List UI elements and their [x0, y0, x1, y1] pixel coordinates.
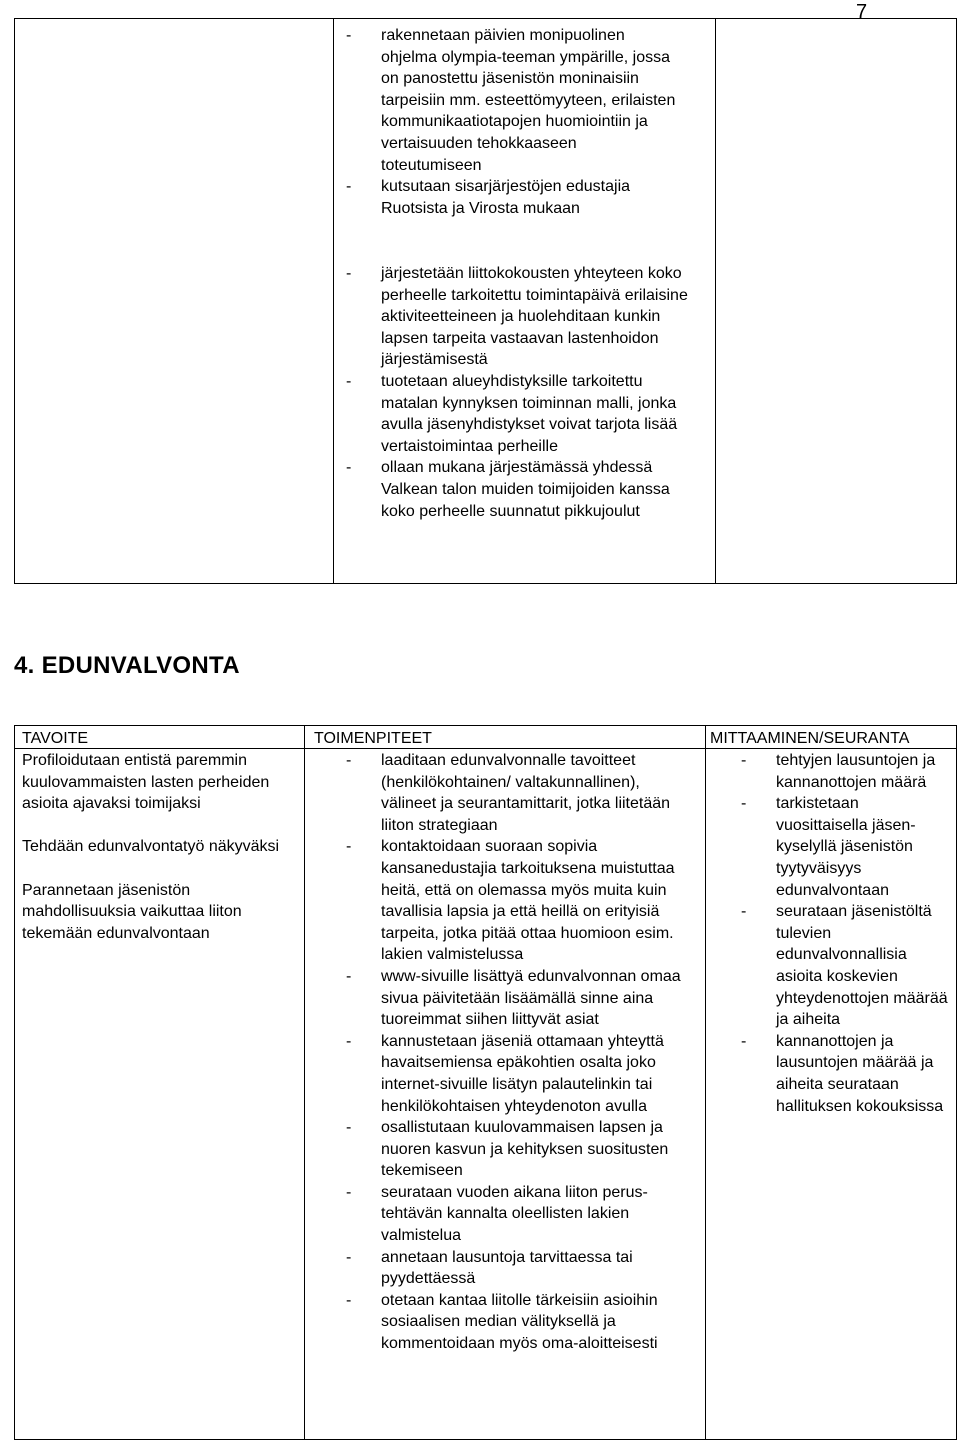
mittaaminen-list — [741, 750, 951, 1117]
advocacy-table — [14, 725, 957, 1440]
list-item: - laaditaan edunvalvonnalle tavoitteet (henkilökohtainen/ valtakunnallinen), välineet ja seurantamittarit, jotka liitetään liiton strategiaan — [346, 750, 696, 836]
column-divider — [705, 726, 706, 1439]
column-divider — [333, 19, 334, 583]
list-item: - ollaan mukana järjestämässä yhdessä Valkean talon muiden toimijoiden kanssa koko perheelle suunnatut pikkujoulut — [346, 457, 691, 522]
section-title: 4. EDUNVALVONTA — [14, 652, 240, 679]
column-divider — [304, 726, 305, 1439]
list-item: - otetaan kantaa liitolle tärkeisiin asioihin sosiaalisen median välityksellä ja kommentoidaan myös oma-aloitteisesti — [346, 1290, 696, 1355]
list-item: - osallistutaan kuulovammaisen lapsen ja nuoren kasvun ja kehityksen suositusten tekemiseen — [346, 1117, 696, 1182]
list-item: - rakennetaan päivien monipuolinen ohjelma olympia-teeman ympärille, jossa on panostettu jäsenistön moninaisiin tarpeisiin mm. esteettömyyteen, erilaisten kommunikaatiotapojen huomiointiin ja vertaisuuden tehokkaaseen toteutumiseen — [346, 25, 681, 176]
header-toimenpiteet: TOIMENPITEET — [314, 730, 432, 747]
list-item: - seurataan vuoden aikana liiton perus-tehtävän kannalta oleellisten lakien valmistelua — [346, 1182, 696, 1247]
activities-list-a — [346, 25, 681, 219]
list-item: - seurataan jäsenistöltä tulevien edunvalvonnallisia asioita koskevien yhteydenottojen määrää ja aiheita — [741, 901, 951, 1031]
list-item: - kutsutaan sisarjärjestöjen edustajia Ruotsista ja Virosta mukaan — [346, 176, 681, 219]
goal-text: Parannetaan jäsenistön mahdollisuuksia vaikuttaa liiton tekemään edunvalvontaan — [22, 881, 242, 942]
list-item: - tarkistetaan vuosittaisella jäsen-kyselyllä jäsenistön tyytyväisyys edunvalvontaan — [741, 793, 951, 901]
header-mittaaminen: MITTAAMINEN/SEURANTA — [710, 730, 910, 747]
page-number: 7 — [856, 1, 868, 23]
goal-text: Tehdään edunvalvontatyö näkyväksi — [22, 838, 280, 856]
tavoite-column — [22, 750, 302, 966]
activities-table-continued — [14, 18, 957, 584]
list-item: - järjestetään liittokokousten yhteyteen koko perheelle tarkoitettu toimintapäivä erilaisine aktiviteetteineen ja huolehditaan kunkin lapsen tarpeita vastaavan lastenhoidon järjestämisestä — [346, 263, 691, 371]
list-item: - kontaktoidaan suoraan sopivia kansanedustajia tarkoituksena muistuttaa heitä, että on olemassa myös muita kuin tavallisia lapsia ja että heillä on erityisiä tarpeita, jotka pitää ottaa huomioon esim. lakien valmistelussa — [346, 836, 696, 966]
list-item: - kannanottojen ja lausuntojen määrää ja aiheita seurataan hallituksen kokouksissa — [741, 1031, 951, 1117]
goal-text: Profiloidutaan entistä paremmin kuulovammaisten lasten perheiden asioita ajavaksi toimijaksi — [22, 752, 270, 813]
list-item: - tuotetaan alueyhdistyksille tarkoitettu matalan kynnyksen toiminnan malli, jonka avulla jäsenyhdistykset voivat tarjota lisää vertaistoimintaa perheille — [346, 371, 691, 457]
list-item: - kannustetaan jäseniä ottamaan yhteyttä havaitsemiensa epäkohtien osalta joko internet-sivuille lisätyn palautelinkin tai henkilökohtaisen yhteydenoton avulla — [346, 1031, 696, 1117]
list-item: - annetaan lausuntoja tarvittaessa tai pyydettäessä — [346, 1247, 696, 1290]
list-item: - www-sivuille lisättyä edunvalvonnan omaa sivua päivitetään lisäämällä sinne aina tuoreimmat siihen liittyvät asiat — [346, 966, 696, 1031]
activities-list-b — [346, 263, 691, 522]
toimenpiteet-list — [346, 750, 696, 1355]
header-tavoite: TAVOITE — [22, 730, 89, 747]
list-item: - tehtyjen lausuntojen ja kannanottojen määrä — [741, 750, 951, 793]
column-divider — [715, 19, 716, 583]
